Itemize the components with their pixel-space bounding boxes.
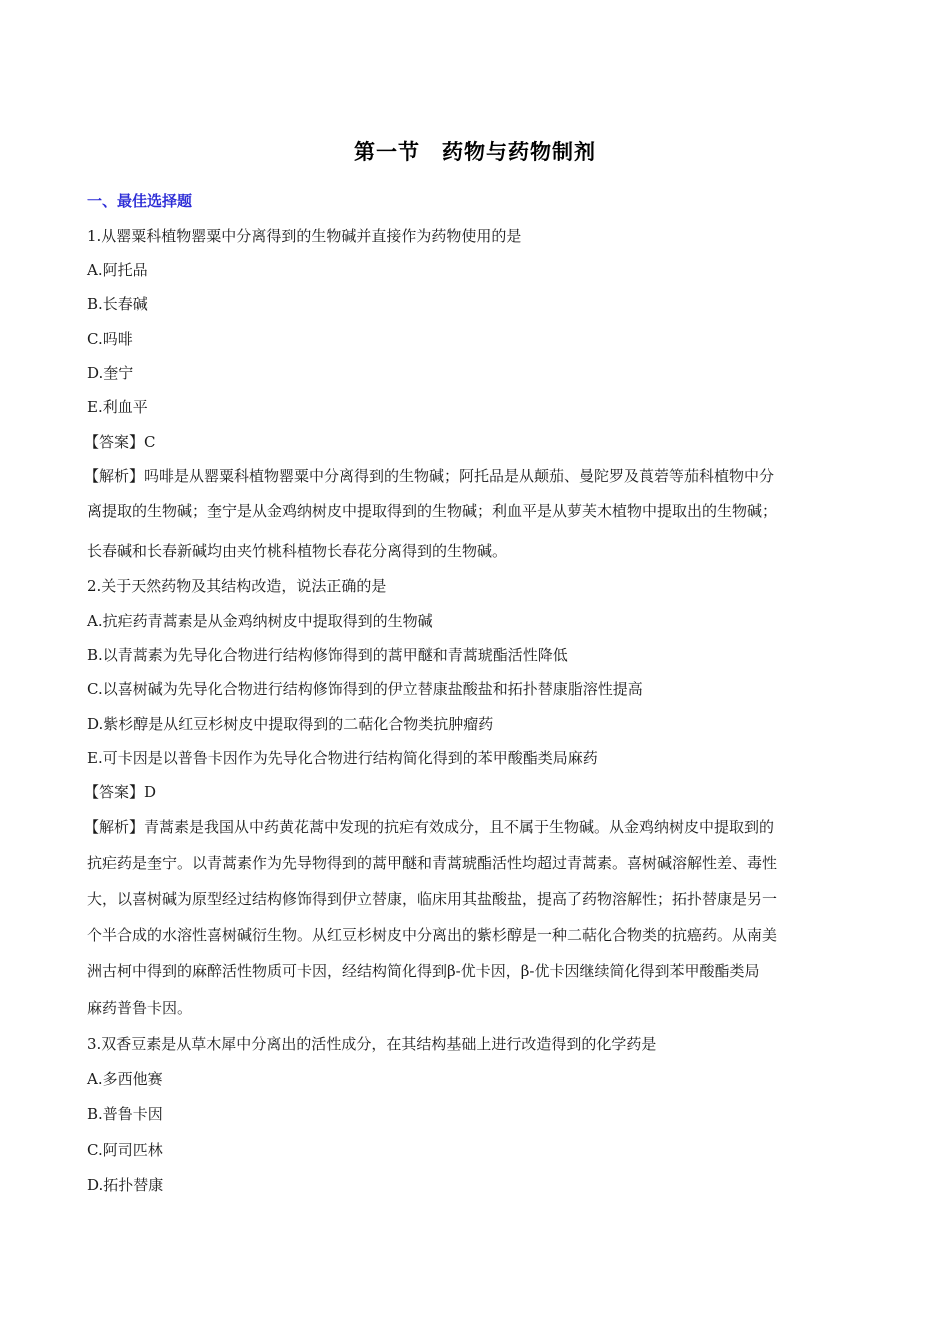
option-d: D.奎宁: [87, 364, 134, 382]
option-c: C.吗啡: [87, 330, 133, 348]
analysis-line: 长春碱和长春新碱均由夹竹桃科植物长春花分离得到的生物碱。: [87, 542, 508, 560]
analysis-line: 洲古柯中得到的麻醉活性物质可卡因，经结构简化得到β-优卡因，β-优卡因继续简化得到苯甲酸酯类局: [87, 962, 760, 980]
option-c: C.以喜树碱为先导化合物进行结构修饰得到的伊立替康盐酸盐和拓扑替康脂溶性提高: [87, 680, 643, 698]
answer: 【答案】C: [84, 433, 156, 451]
analysis-line: 离提取的生物碱；奎宁是从金鸡纳树皮中提取得到的生物碱；利血平是从萝芙木植物中提取出的生物碱；: [87, 502, 778, 520]
analysis-line: 【解析】青蒿素是我国从中药黄花蒿中发现的抗疟有效成分，且不属于生物碱。从金鸡纳树皮中提取到的: [84, 818, 775, 836]
option-b: B.普鲁卡因: [87, 1105, 163, 1123]
analysis-line: 麻药普鲁卡因。: [87, 999, 193, 1017]
option-a: A.阿托品: [87, 261, 148, 279]
option-a: A.多西他赛: [87, 1070, 163, 1088]
analysis-line: 【解析】吗啡是从罂粟科植物罂粟中分离得到的生物碱；阿托品是从颠茄、曼陀罗及莨菪等茄科植物中分: [84, 467, 775, 485]
option-b: B.以青蒿素为先导化合物进行结构修饰得到的蒿甲醚和青蒿琥酯活性降低: [87, 646, 568, 664]
answer: 【答案】D: [84, 783, 157, 801]
option-b: B.长春碱: [87, 295, 148, 313]
option-d: D.紫杉醇是从红豆杉树皮中提取得到的二萜化合物类抗肿瘤药: [87, 715, 494, 733]
page-title: 第一节 药物与药物制剂: [354, 140, 596, 164]
option-d: D.拓扑替康: [87, 1176, 164, 1194]
question-stem: 2.关于天然药物及其结构改造，说法正确的是: [87, 577, 387, 595]
option-e: E.利血平: [87, 398, 148, 416]
analysis-line: 个半合成的水溶性喜树碱衍生物。从红豆杉树皮中分离出的紫杉醇是一种二萜化合物类的抗癌药。从南美: [87, 926, 778, 944]
question-stem: 3.双香豆素是从草木犀中分离出的活性成分，在其结构基础上进行改造得到的化学药是: [87, 1035, 657, 1053]
section-heading: 一、最佳选择题: [87, 192, 193, 210]
option-a: A.抗疟药青蒿素是从金鸡纳树皮中提取得到的生物碱: [87, 612, 433, 630]
option-e: E.可卡因是以普鲁卡因作为先导化合物进行结构简化得到的苯甲酸酯类局麻药: [87, 749, 598, 767]
option-c: C.阿司匹林: [87, 1141, 163, 1159]
analysis-line: 抗疟药是奎宁。以青蒿素作为先导物得到的蒿甲醚和青蒿琥酯活性均超过青蒿素。喜树碱溶解性差、毒性: [87, 854, 778, 872]
analysis-line: 大，以喜树碱为原型经过结构修饰得到伊立替康，临床用其盐酸盐，提高了药物溶解性；拓扑替康是另一: [87, 890, 778, 908]
question-stem: 1.从罂粟科植物罂粟中分离得到的生物碱并直接作为药物使用的是: [87, 227, 522, 245]
